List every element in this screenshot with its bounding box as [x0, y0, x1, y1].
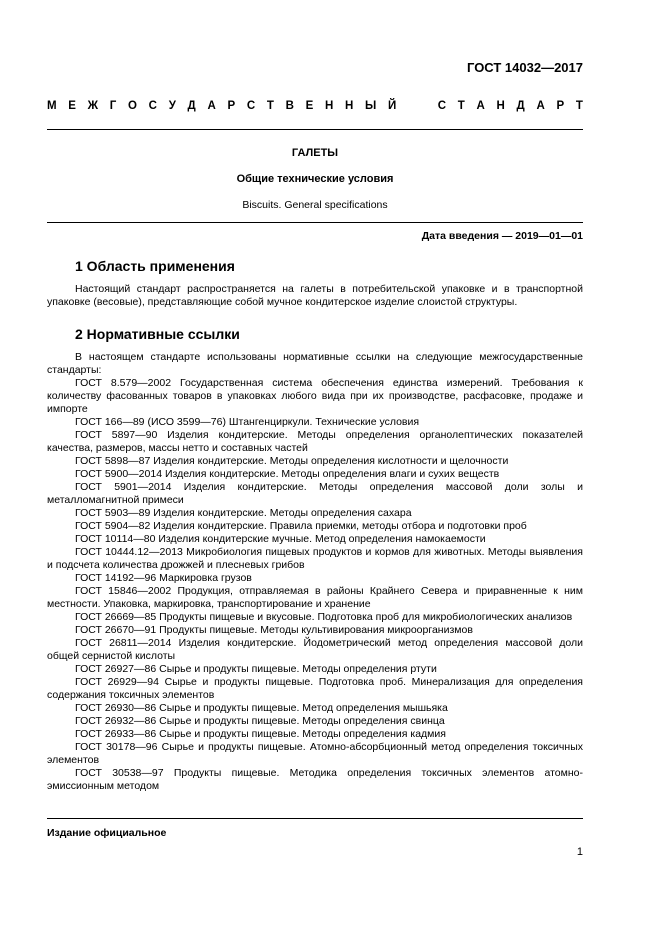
- footer-rule: [47, 818, 583, 819]
- section-1-heading: 1 Область применения: [75, 258, 235, 274]
- document-subtitle: Общие технические условия: [236, 173, 394, 185]
- banner-letter: Ы: [365, 100, 377, 112]
- banner-letter: Н: [345, 100, 354, 112]
- reference-item: ГОСТ 5901—2014 Изделия кондитерские. Методы определения массовой доли золы и металломагнитной примеси: [47, 481, 583, 506]
- interstate-standard-banner: [47, 100, 583, 112]
- page-number: 1: [576, 846, 583, 858]
- section-2-heading: 2 Нормативные ссылки: [75, 326, 240, 342]
- banner-letter: Е: [305, 100, 314, 112]
- reference-item: ГОСТ 8.579—2002 Государственная система обеспечения единства измерений. Требования к количеству фасованных товаров в упаковках любого вида при их производстве, расфасовке, продаже и импорте: [47, 377, 583, 415]
- banner-letter: А: [476, 100, 485, 112]
- banner-letter: В: [285, 100, 294, 112]
- banner-letter: С: [437, 100, 447, 112]
- reference-item: ГОСТ 26927—86 Сырье и продукты пищевые. Методы определения ртути: [75, 663, 437, 675]
- reference-item: ГОСТ 5903—89 Изделия кондитерские. Методы определения сахара: [75, 507, 412, 519]
- reference-item: ГОСТ 14192—96 Маркировка грузов: [75, 572, 252, 584]
- reference-item: ГОСТ 10114—80 Изделия кондитерские мучные. Метод определения намокаемости: [75, 533, 486, 545]
- reference-item: ГОСТ 26929—94 Сырье и продукты пищевые. Подготовка проб. Минерализация для определения содержания токсичных элементов: [47, 676, 583, 701]
- reference-item: ГОСТ 30178—96 Сырье и продукты пищевые. Атомно-абсорбционный метод определения токсичных элементов: [47, 741, 583, 766]
- banner-letter: [408, 100, 411, 112]
- english-title: Biscuits. General specifications: [242, 199, 388, 211]
- banner-letter: Т: [266, 100, 274, 112]
- banner-letter: Н: [324, 100, 334, 112]
- header-rule: [47, 129, 583, 130]
- banner-letter: Д: [187, 100, 196, 112]
- banner-letter: Т: [575, 100, 583, 112]
- banner-letter: Д: [516, 100, 525, 112]
- introduction-date: Дата введения — 2019—01—01: [421, 230, 583, 242]
- banner-letter: Е: [68, 100, 76, 112]
- banner-letter: У: [168, 100, 176, 112]
- reference-item: ГОСТ 26811—2014 Изделия кондитерские. Йодометрический метод определения массовой доли общей сернистой кислоты: [47, 637, 583, 662]
- banner-letter: С: [148, 100, 157, 112]
- reference-item: ГОСТ 5897—90 Изделия кондитерские. Методы определения органолептических показателей качества, размеров, массы нетто и составных частей: [47, 429, 583, 454]
- reference-item: ГОСТ 26932—86 Сырье и продукты пищевые. Методы определения свинца: [75, 715, 445, 727]
- reference-item: ГОСТ 30538—97 Продукты пищевые. Методика определения токсичных элементов атомно-эмиссионным методом: [47, 767, 583, 792]
- reference-item: ГОСТ 26669—85 Продукты пищевые и вкусовые. Подготовка проб для микробиологических анализов: [75, 611, 573, 623]
- document-code: ГОСТ 14032—2017: [467, 60, 583, 75]
- reference-item: ГОСТ 26670—91 Продукты пищевые. Методы культивирования микроорганизмов: [75, 624, 473, 636]
- reference-item: ГОСТ 166—89 (ИСО 3599—76) Штангенциркули. Технические условия: [75, 416, 420, 428]
- banner-letter: Р: [227, 100, 236, 112]
- official-edition-label: Издание официальное: [47, 827, 167, 839]
- banner-letter: М: [47, 100, 57, 112]
- banner-letter: О: [128, 100, 137, 112]
- reference-item: ГОСТ 26933—86 Сырье и продукты пищевые. Методы определения кадмия: [75, 728, 446, 740]
- banner-letter: С: [246, 100, 256, 112]
- reference-item: ГОСТ 5904—82 Изделия кондитерские. Правила приемки, методы отбора и подготовки проб: [75, 520, 527, 532]
- document-title: ГАЛЕТЫ: [291, 147, 339, 159]
- section-2-body: [47, 351, 583, 793]
- reference-item: ГОСТ 26930—86 Сырье и продукты пищевые. Метод определения мышьяка: [75, 702, 448, 714]
- banner-letter: [423, 100, 426, 112]
- banner-letter: Р: [556, 100, 565, 112]
- banner-letter: А: [536, 100, 545, 112]
- banner-letter: Н: [496, 100, 505, 112]
- reference-item: ГОСТ 10444.12—2013 Микробиология пищевых продуктов и кормов для животных. Методы выявления и подсчета количества дрожжей и плесневых грибов: [47, 546, 583, 571]
- reference-item: ГОСТ 5898—87 Изделия кондитерские. Методы определения кислотности и щелочности: [75, 455, 509, 467]
- section-2-intro: В настоящем стандарте использованы нормативные ссылки на следующие межгосударственные стандарты:: [47, 351, 583, 376]
- section-1-body: [47, 283, 583, 309]
- banner-letter: Т: [457, 100, 465, 112]
- reference-item: ГОСТ 15846—2002 Продукция, отправляемая в районы Крайнего Севера и приравненные к ним местности. Упаковка, маркировка, транспортирование и хранение: [47, 585, 583, 610]
- section-1-paragraph: Настоящий стандарт распространяется на галеты в потребительской упаковке и в транспортной упаковке (весовые), представляющие собой мучное кондитерское изделие слоистой структуры.: [47, 283, 583, 308]
- banner-letter: Г: [109, 100, 117, 112]
- banner-letter: А: [207, 100, 216, 112]
- reference-item: ГОСТ 5900—2014 Изделия кондитерские. Методы определения влаги и сухих веществ: [75, 468, 500, 480]
- banner-letter: Й: [387, 100, 397, 112]
- title-rule: [47, 222, 583, 223]
- banner-letter: Ж: [87, 100, 99, 112]
